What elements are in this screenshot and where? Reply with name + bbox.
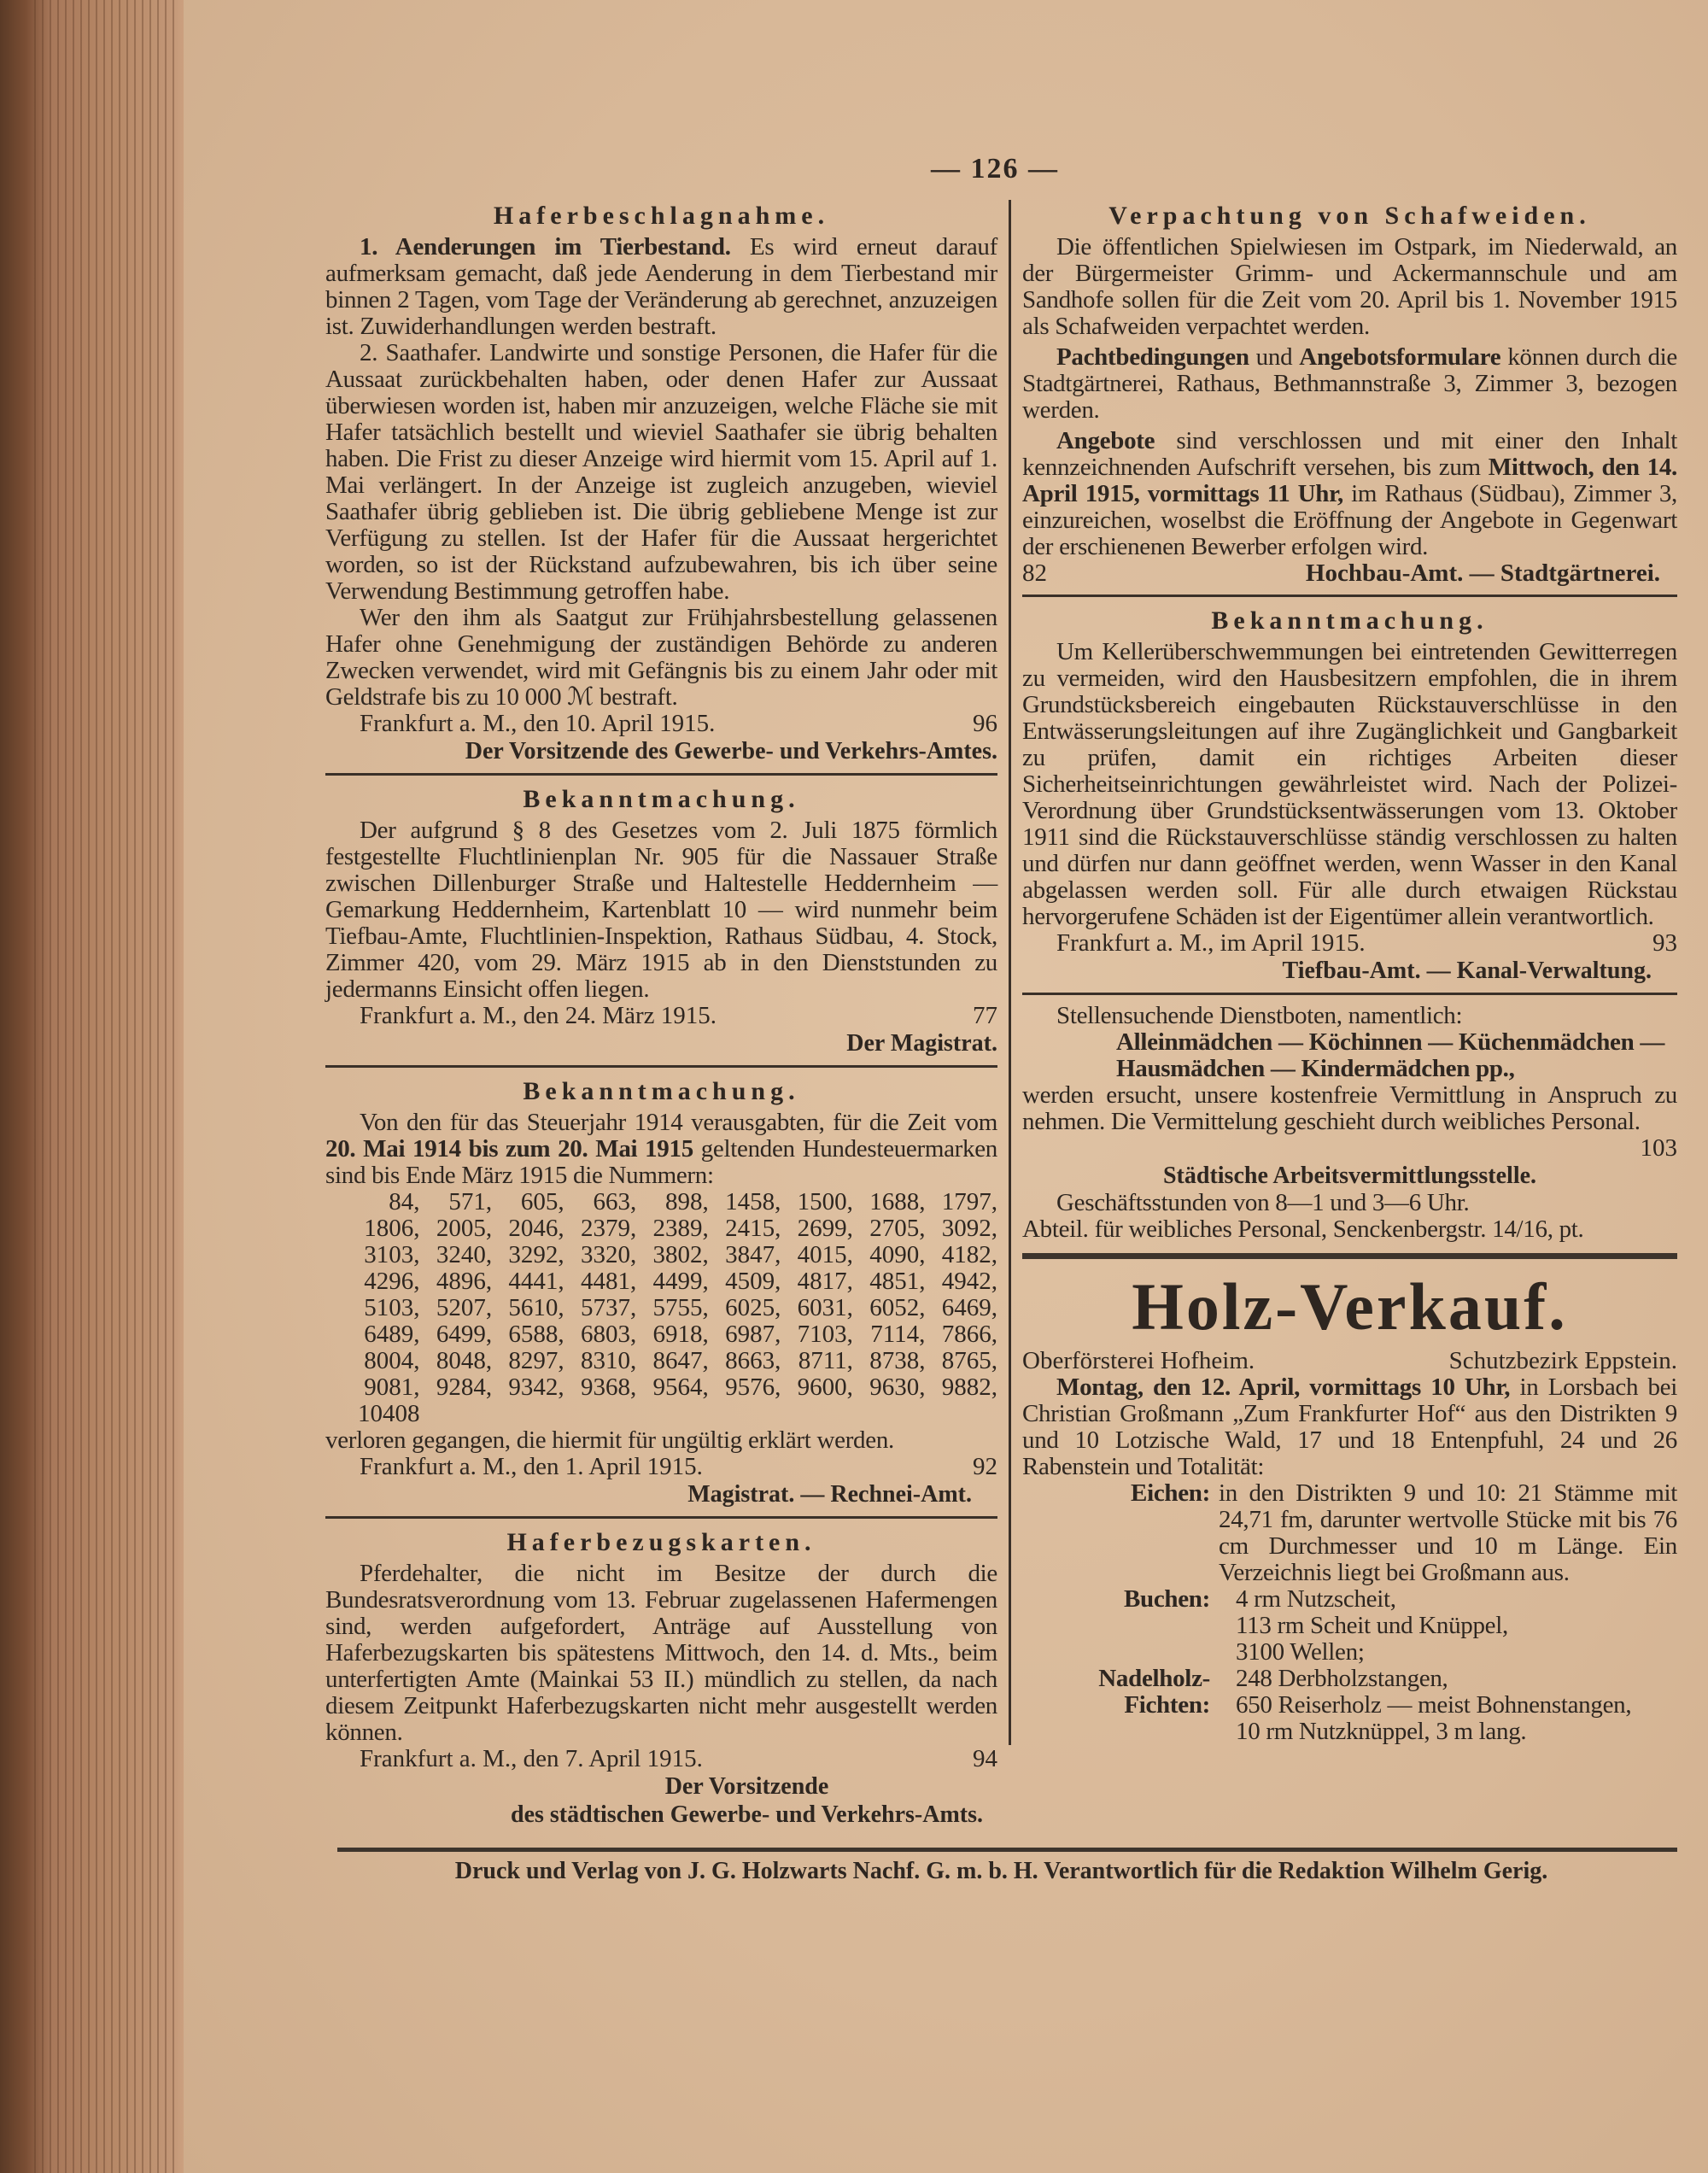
tag-number: 9882,: [941, 1374, 997, 1401]
tag-number: 4182,: [941, 1241, 997, 1268]
paragraph-text: Landwirte und sonstige Personen, die Hafer für die Aussaat zurückbehalten haben, oder denen Hafer zur Aussaat überwiesen worden ist, haben mir anzuzeigen, welche Fläche sie mit Hafer tatsächlich bestellt und wieviel Saathafer sie übrig behalten haben. Die Frist zu dieser Anzeige wird hiermit vom 15. April auf 1. Mai verlängert. In der Anzeige ist zugleich anzugeben, wieviel Saathafer übrig geblieben ist. Die übrig gebliebene Menge ist zur Verfügung zu stellen. Ist der Hafer für die Aussaat hergerichtet worden, so ist der Rückstand aufzubewahren, bis ich über seine Verwendung Bestimmung getroffen habe.: [325, 339, 997, 605]
place-date-row: [325, 1454, 997, 1480]
tag-number: 571,: [448, 1188, 493, 1215]
paragraph-bold: 20. Mai 1914 bis zum 20. Mai 1915: [325, 1135, 693, 1163]
job-list-line: Hausmädchen — Kindermädchen pp.,: [1116, 1055, 1515, 1082]
tag-number: 7103,: [797, 1321, 853, 1348]
wood-detail-line: in den Distrikten 9 und 10: 21 Stämme mit 24,71 fm, darunter wertvolle Stücke mit bis 76 cm Durchmesser und 10 m Länge. Ein Verzeichnis liegt bei Großmann aus.: [1219, 1479, 1677, 1586]
tag-number: 3320,: [580, 1241, 637, 1268]
footer-rule: [337, 1848, 1677, 1852]
office-right: Schutzbezirk Eppstein.: [1448, 1347, 1677, 1374]
tag-number: 9284,: [436, 1374, 493, 1401]
paragraph: Der aufgrund § 8 des Gesetzes vom 2. Juli 1875 förmlich festgestellte Fluchtlinienplan Nr. 905 für die Nassauer Straße zwischen Dillenburger Straße und Haltestelle Heddernheim — Gemarkung Heddernheim, Kartenblatt 10 — wird nunmehr beim Tiefbau-Amte, Fluchtlinien-Inspektion, Rathaus Südbau, 4. Stock, Zimmer 420, vom 29. März 1915 ab in den Dienststunden zu jedermanns Einsicht offen liegen.: [325, 817, 997, 1003]
tag-number: 4509,: [725, 1268, 781, 1295]
paragraph: werden ersucht, unsere kostenfreie Vermittlung in Anspruch zu nehmen. Die Vermittelung geschieht durch weibliches Personal.: [1022, 1081, 1677, 1135]
tag-number: 3240,: [436, 1241, 493, 1268]
tag-number: 4296,: [364, 1268, 420, 1295]
paragraph-text: Es wird erneut darauf aufmerksam gemacht, daß jede Aenderung in dem Tierbestand mir binnen 2 Tagen, vom Tage der Veränderung ab gerechnet, anzuzeigen ist. Zuwiderhandlungen werden bestraft.: [325, 233, 997, 340]
tag-number: 3092,: [941, 1215, 997, 1242]
signature: Der Magistrat.: [846, 1030, 997, 1057]
notice-number: 94: [973, 1745, 997, 1772]
tag-number: 8297,: [508, 1347, 564, 1374]
tag-number: 9368,: [580, 1374, 637, 1401]
page-number: — 126 —: [931, 153, 1059, 184]
tag-number: 9576,: [725, 1374, 781, 1401]
article-holzverkauf: [1022, 1269, 1677, 1745]
place-date-row: [325, 711, 997, 737]
place-date-row: [325, 1003, 997, 1029]
place-date: Frankfurt a. M., im April 1915.: [1056, 929, 1366, 957]
tag-number: 5610,: [508, 1294, 564, 1321]
tag-number: 6499,: [436, 1321, 493, 1348]
wood-detail-line: 650 Reiserholz — meist Bohnenstangen,: [1236, 1691, 1632, 1719]
tag-number: 6588,: [508, 1321, 564, 1348]
signature-line-2: des städtischen Gewerbe- und Verkehrs-Amts.: [511, 1801, 983, 1828]
article-title: Verpachtung von Schafweiden.: [1108, 202, 1591, 230]
paragraph: verloren gegangen, die hiermit für ungültig erklärt werden.: [325, 1426, 894, 1454]
place-date: Frankfurt a. M., den 10. April 1915.: [360, 710, 716, 737]
tag-number: 1797,: [941, 1188, 997, 1215]
tag-number: 898,: [665, 1188, 709, 1215]
signature-row: [1022, 560, 1677, 587]
tag-number: 8711,: [798, 1347, 853, 1374]
place-date: Frankfurt a. M., den 1. April 1915.: [360, 1453, 703, 1480]
tag-number: 4090,: [869, 1241, 926, 1268]
article-bekanntmachung-hundesteuer: [325, 1075, 997, 1508]
paragraph: Wer den ihm als Saatgut zur Frühjahrsbestellung gelassenen Hafer ohne Genehmigung der zuständigen Behörde zu anderen Zwecken verwendet, wird mit Gefängnis bis zu einem Jahr oder mit Geldstrafe bis zu 10 000 ℳ bestraft.: [325, 604, 997, 711]
paragraph: [325, 340, 997, 605]
article-schafweiden: [1022, 200, 1677, 587]
section-rule: [1022, 594, 1677, 597]
paragraph-text: Von den für das Steuerjahr 1914 verausgabten, für die Zeit vom: [360, 1109, 997, 1136]
tag-number: 9600,: [797, 1374, 853, 1401]
tag-number: 3103,: [364, 1241, 420, 1268]
wood-type-details: [1219, 1666, 1677, 1745]
tag-number: 6031,: [797, 1294, 853, 1321]
place-date-row: [1022, 930, 1677, 957]
paragraph-text: und: [1249, 343, 1300, 371]
wood-detail-line: 10 rm Nutzknüppel, 3 m lang.: [1236, 1718, 1527, 1745]
office-name: Städtische Arbeitsvermittlungsstelle.: [1162, 1163, 1537, 1189]
notice-number: 103: [1640, 1134, 1677, 1162]
paragraph-text: sind verschlossen und mit einer den Inhalt kennzeichnenden Aufschrift versehen, bis zum: [1022, 427, 1677, 481]
paragraph: [325, 1110, 997, 1189]
tag-number: 605,: [520, 1188, 564, 1215]
notice-number: 77: [973, 1002, 997, 1029]
page-stack-lines: [34, 0, 179, 2173]
tag-number: 8663,: [725, 1347, 781, 1374]
tag-number: 2699,: [797, 1215, 853, 1242]
tag-number: 6987,: [725, 1321, 781, 1348]
paragraph-lead: 1. Aenderungen im Tierbestand.: [360, 233, 731, 261]
right-column: [1009, 200, 1677, 1745]
tag-number: 4499,: [652, 1268, 709, 1295]
tag-number: 9564,: [652, 1374, 709, 1401]
signature: Tiefbau-Amt. — Kanal-Verwaltung.: [1282, 958, 1652, 984]
left-column: [325, 200, 997, 1829]
office-address: Abteil. für weibliches Personal, Senckenbergstr. 14/16, pt.: [1022, 1215, 1584, 1243]
notice-number: 82: [1022, 559, 1047, 587]
article-bekanntmachung-fluchtlinien: [325, 783, 997, 1057]
section-rule: [325, 773, 997, 776]
paragraph-bold: Angebote: [1056, 427, 1155, 454]
paragraph-text: im Rathaus (Südbau), Zimmer 3, einzureichen, woselbst die Eröffnung der Angebote in Gegenwart der erschienenen Bewerber erfolgen wird.: [1022, 480, 1677, 560]
article-bekanntmachung-kanal: [1022, 605, 1677, 985]
wood-detail-line: 4 rm Nutzscheit,: [1236, 1585, 1396, 1613]
signature: Der Vorsitzende des Gewerbe- und Verkehrs-Amtes.: [465, 738, 997, 764]
paragraph: Um Kellerüberschwemmungen bei eintretenden Gewitterregen zu vermeiden, wird den Hausbesitzern empfohlen, die in ihrem Grundstücksbereich eingebauten Rückstauverschlüsse in den Entwässerungsleitungen auf ihre Zugänglichkeit und Gangbarkeit zu prüfen, damit ein richtiges Arbeiten dieser Sicherheitseinrichtungen gewährleistet wird. Nach der Polizei-Verordnung über Grundstücksentwässerungen vom 13. Oktober 1911 sind die Rückstauverschlüsse ständig verschlossen zu halten und dürfen nur dann geöffnet werden, wenn Wasser in den Kanal abgelassen werden soll. Für alle durch etwaigen Rückstau hervorgerufene Schäden ist der Eigentümer allein verantwortlich.: [1022, 638, 1677, 930]
tag-number: 9081,: [364, 1374, 420, 1401]
article-title: Haferbeschlagnahme.: [493, 202, 830, 230]
signature: Magistrat. — Rechnei-Amt.: [687, 1481, 972, 1508]
wood-type-label: Buchen:: [1123, 1585, 1210, 1613]
tag-number: 1500,: [797, 1188, 853, 1215]
paragraph: [1022, 1374, 1677, 1480]
tag-number: 4896,: [436, 1268, 493, 1295]
tag-number: 5737,: [580, 1294, 637, 1321]
article-dienstboten: [1022, 1003, 1677, 1243]
office-left: Oberförsterei Hofheim.: [1022, 1347, 1255, 1374]
tag-number: 6052,: [869, 1294, 926, 1321]
tag-number: 7866,: [941, 1321, 997, 1348]
tag-number: 8004,: [364, 1347, 420, 1374]
tag-number: 4817,: [797, 1268, 853, 1295]
signature: Hochbau-Amt. — Stadtgärtnerei.: [1305, 559, 1660, 587]
paragraph: Pferdehalter, die nicht im Besitze der durch die Bundesratsverordnung vom 13. Februar zugelassenen Hafermengen sind, werden aufgefordert, Anträge auf Ausstellung von Haferbezugskarten bis spätestens Mittwoch, den 14. d. Mts., beim unterfertigten Amte (Mainkai 53 II.) mündlich zu stellen, da nach diesem Zeitpunkt Haferbezugskarten nicht mehr ausgestellt werden können.: [325, 1560, 997, 1746]
article-title-large: Holz-Verkauf.: [1132, 1269, 1568, 1344]
paragraph: [1022, 344, 1677, 424]
article-haferbeschlagnahme: [325, 200, 997, 765]
paragraph: Die öffentlichen Spielwiesen im Ostpark, im Niederwald, an der Bürgermeister Grimm- und Ackermannschule und am Sandhofe sollen für die Zeit vom 20. April bis 1. November 1915 als Schafweiden verpachtet werden.: [1022, 233, 1677, 340]
imprint-footer: Druck und Verlag von J. G. Holzwarts Nachf. G. m. b. H. Verantwortlich für die Redaktion Wilhelm Gerig.: [454, 1858, 1548, 1884]
section-rule: [325, 1065, 997, 1068]
tag-number: 9342,: [508, 1374, 564, 1401]
tag-number: 84,: [389, 1188, 420, 1215]
page-content: [325, 0, 1677, 1920]
tag-number: 6803,: [580, 1321, 637, 1348]
paragraph-bold: Angebotsformulare: [1299, 343, 1501, 371]
paragraph-text: können durch die Stadtgärtnerei, Rathaus, Bethmannstraße 3, Zimmer 3, bezogen werden.: [1022, 343, 1677, 424]
tag-number: 8765,: [941, 1347, 997, 1374]
lost-tag-numbers: [325, 1189, 997, 1427]
wood-detail-line: 113 rm Scheit und Knüppel,: [1236, 1612, 1508, 1639]
tag-number: 5103,: [364, 1294, 420, 1321]
tag-number: 2005,: [436, 1215, 493, 1242]
tag-number: 1688,: [869, 1188, 926, 1215]
columns: [325, 200, 1677, 1829]
tag-number: 6918,: [652, 1321, 709, 1348]
tag-number: 6025,: [725, 1294, 781, 1321]
section-rule: [325, 1516, 997, 1519]
tag-number: 10408: [358, 1400, 420, 1427]
paragraph-bold: Montag, den 12. April, vormittags 10 Uhr,: [1056, 1374, 1511, 1401]
wood-detail-line: 3100 Wellen;: [1236, 1638, 1365, 1666]
wood-type-details: [1219, 1586, 1677, 1666]
article-title: Bekanntmachung.: [523, 1077, 800, 1105]
notice-number: 96: [973, 710, 997, 737]
office-row: [1022, 1348, 1677, 1374]
wood-list: [1022, 1480, 1677, 1745]
tag-number: 8647,: [652, 1347, 709, 1374]
tag-number: 4015,: [797, 1241, 853, 1268]
tag-number: 8310,: [580, 1347, 637, 1374]
paragraph: Stellensuchende Dienstboten, namentlich:: [1056, 1002, 1463, 1029]
paragraph: [1022, 428, 1677, 560]
article-haferbezugskarten: [325, 1526, 997, 1829]
tag-number: 663,: [593, 1188, 637, 1215]
tag-number: 2379,: [580, 1215, 637, 1242]
paragraph-bold: Pachtbedingungen: [1056, 343, 1249, 371]
signature-line-1: Der Vorsitzende: [664, 1773, 829, 1800]
tag-number: 6469,: [941, 1294, 997, 1321]
paragraph-bold: Mittwoch, den 14. April 1915, vormittags 11 Uhr,: [1022, 454, 1678, 507]
tag-number: 9630,: [869, 1374, 926, 1401]
tag-number: 2415,: [725, 1215, 781, 1242]
paragraph-text: in Lorsbach bei Christian Großmann „Zum Frankfurter Hof“ aus den Distrikten 9 und 10 Lotzische Wald, 17 und 18 Entenpfuhl, 24 und 26 Rabenstein und Totalität:: [1022, 1374, 1677, 1480]
tag-number: 7114,: [870, 1321, 926, 1348]
wood-type-label: Eichen:: [1131, 1479, 1210, 1507]
tag-number: 2705,: [869, 1215, 926, 1242]
section-rule-thick: [1022, 1253, 1677, 1259]
paragraph-lead: 2. Saathafer.: [360, 339, 482, 366]
tag-number: 5207,: [436, 1294, 493, 1321]
tag-number: 2389,: [652, 1215, 709, 1242]
tag-number: 4942,: [941, 1268, 997, 1295]
tag-number: 2046,: [508, 1215, 564, 1242]
place-date: Frankfurt a. M., den 24. März 1915.: [360, 1002, 717, 1029]
book-spine-edge: [0, 0, 184, 2173]
tag-number: 1806,: [364, 1215, 420, 1242]
notice-number: 92: [973, 1453, 997, 1480]
section-rule: [1022, 993, 1677, 995]
tag-number: 4481,: [580, 1268, 637, 1295]
tag-number: 4441,: [508, 1268, 564, 1295]
tag-number: 5755,: [652, 1294, 709, 1321]
tag-number: 8048,: [436, 1347, 493, 1374]
tag-number: 3847,: [725, 1241, 781, 1268]
tag-number: 4851,: [869, 1268, 926, 1295]
article-title: Bekanntmachung.: [1211, 606, 1489, 635]
place-date-row: [325, 1746, 997, 1772]
tag-number: 6489,: [364, 1321, 420, 1348]
tag-number: 8738,: [869, 1347, 926, 1374]
tag-number: 3802,: [652, 1241, 709, 1268]
tag-number: 3292,: [508, 1241, 564, 1268]
article-title: Haferbezugskarten.: [506, 1528, 816, 1556]
office-hours: Geschäftsstunden von 8—1 und 3—6 Uhr.: [1056, 1189, 1470, 1216]
job-list-line: Alleinmädchen — Köchinnen — Küchenmädchen —: [1116, 1028, 1665, 1056]
article-title: Bekanntmachung.: [523, 785, 800, 813]
place-date: Frankfurt a. M., den 7. April 1915.: [360, 1745, 703, 1772]
wood-detail-line: 248 Derbholzstangen,: [1236, 1665, 1448, 1692]
tag-number: 1458,: [725, 1188, 781, 1215]
notice-number: 93: [1652, 929, 1677, 957]
paragraph-text: geltenden Hundesteuermarken sind bis Ende März 1915 die Nummern:: [325, 1135, 997, 1189]
wood-type-details: [1219, 1480, 1677, 1586]
paragraph: [325, 234, 997, 340]
wood-type-label: Nadelholz-Fichten:: [1098, 1665, 1210, 1719]
